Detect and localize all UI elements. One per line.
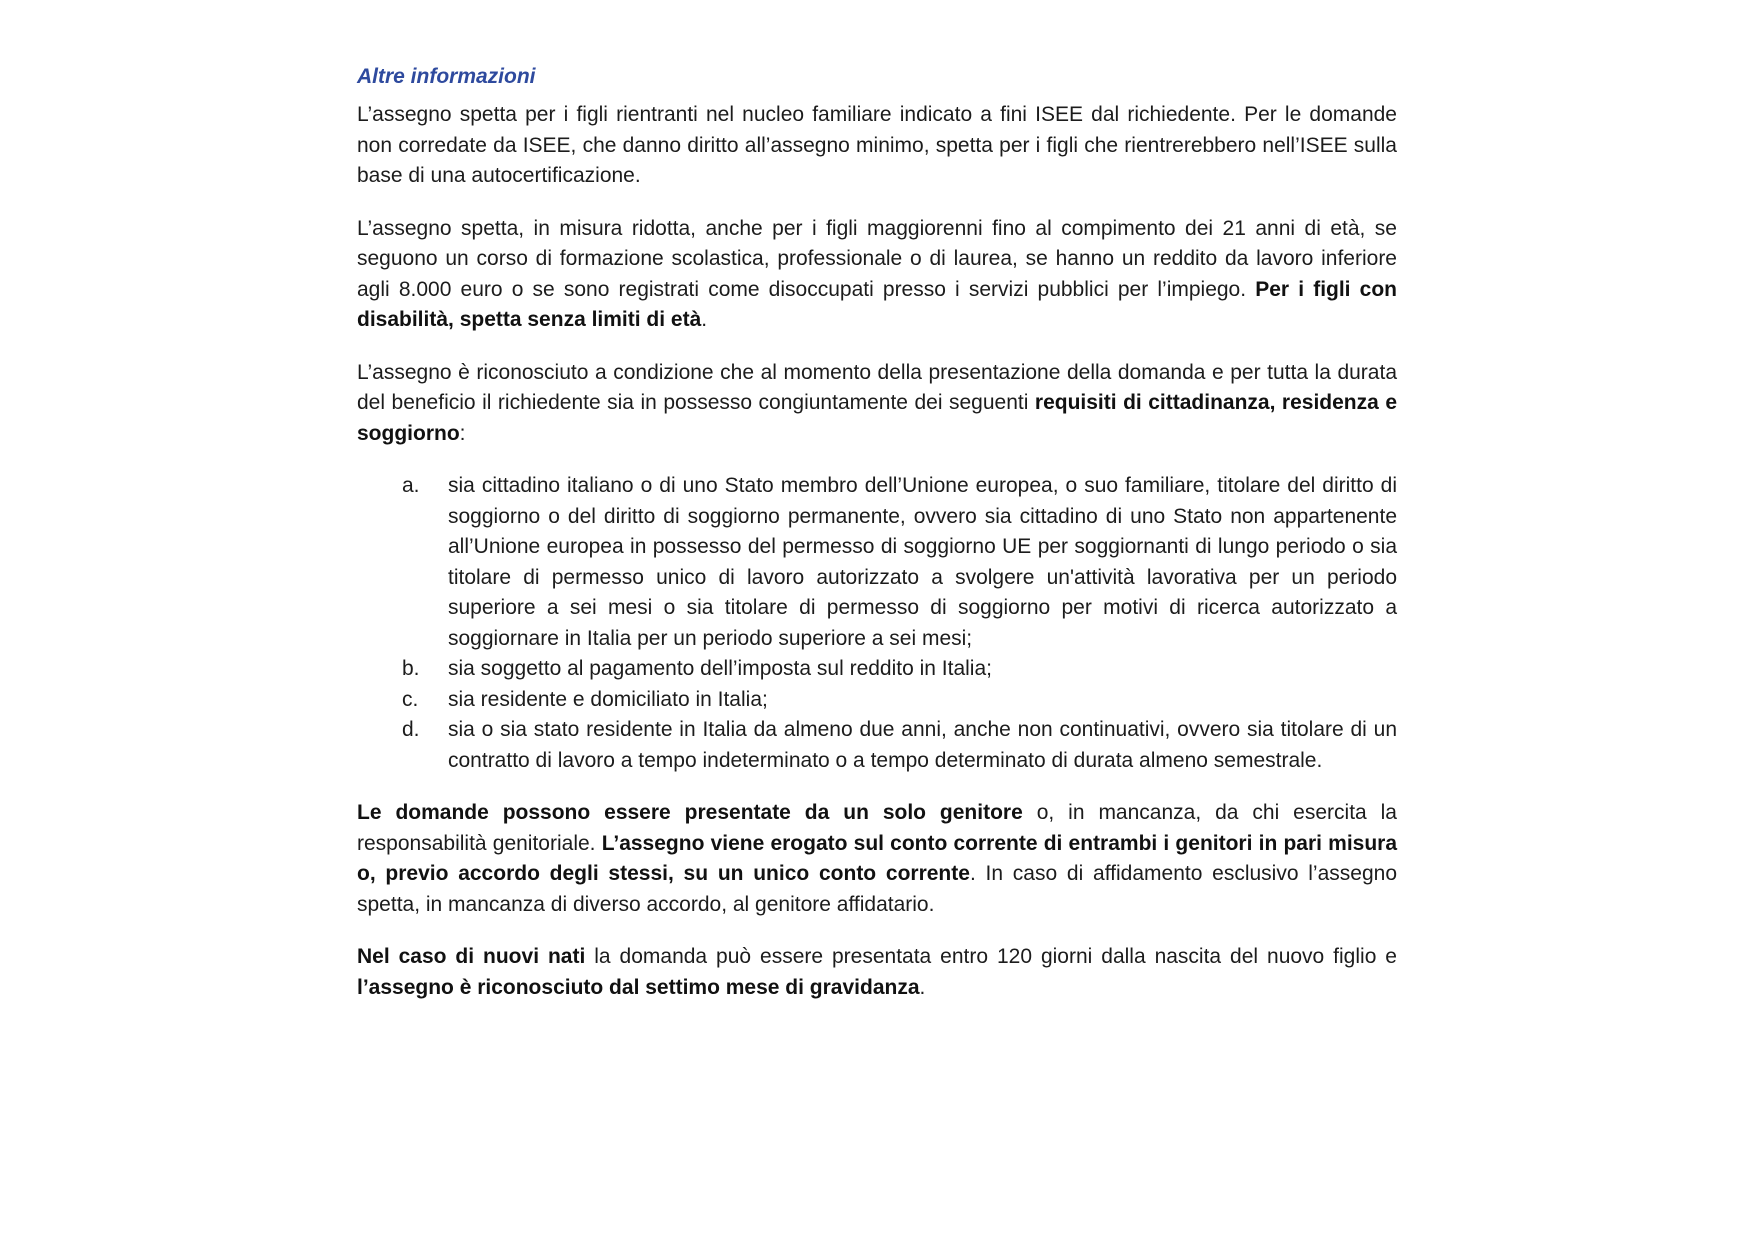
list-marker: a.: [402, 474, 420, 497]
paragraph-adult-children: [357, 214, 1397, 336]
list-item-text: sia soggetto al pagamento dell’imposta sul reddito in Italia;: [448, 657, 992, 680]
list-marker: d.: [402, 718, 420, 741]
paragraph-text: la domanda può essere presentata entro 120 giorni dalla nascita del nuovo figlio e: [585, 945, 1397, 968]
paragraph-requirements-intro: [357, 358, 1397, 450]
paragraph-applicant-parent: [357, 798, 1397, 920]
section-heading: Altre informazioni: [357, 65, 536, 88]
document-page: [357, 62, 1397, 1025]
list-item-text: sia o sia stato residente in Italia da almeno due anni, anche non continuativi, ovvero sia titolare di un contratto di lavoro a tempo indeterminato o a tempo determinato di durata almeno semestrale.: [448, 718, 1397, 772]
paragraph-newborns: [357, 942, 1397, 1003]
paragraph-bold: Le domande possono essere presentate da un solo genitore: [357, 801, 1023, 824]
paragraph-bold: Per i figli con disabilità, spetta senza limiti di età: [357, 277, 1397, 331]
list-item: [357, 471, 1397, 654]
paragraph-end: .: [701, 308, 708, 331]
paragraph-bold: L’assegno viene erogato sul conto corrente di entrambi i genitori in pari misura o, previo accordo degli stessi, su un unico conto corrente: [357, 831, 1398, 885]
list-item: [357, 715, 1397, 776]
list-item: [357, 685, 1397, 716]
list-item-text: sia cittadino italiano o di uno Stato membro dell’Unione europea, o suo familiare, titolare del diritto di soggiorno o del diritto di soggiorno permanente, ovvero sia cittadino di uno Stato non appartenente all’Unione europea in possesso del permesso di soggiorno UE per soggiornanti di lungo periodo o sia titolare di permesso unico di lavoro autorizzato a svolgere un'attività lavorativa per un periodo superiore a sei mesi o sia titolare di permesso di soggiorno per motivi di ricerca autorizzato a soggiornare in Italia per un periodo superiore a sei mesi;: [448, 474, 1397, 650]
paragraph-bold: Nel caso di nuovi nati: [357, 945, 586, 968]
requirements-list: [357, 471, 1397, 776]
list-item: [357, 654, 1397, 685]
paragraph-text: L’assegno spetta, in misura ridotta, anche per i figli maggiorenni fino al compimento dei 21 anni di età, se seguono un corso di formazione scolastica, professionale o di laurea, se hanno un reddito da lavoro inferiore agli 8.000 euro o se sono registrati come disoccupati presso i servizi pubblici per l’impiego.: [357, 216, 1397, 301]
paragraph-bold: l’assegno è riconosciuto dal settimo mese di gravidanza: [357, 975, 920, 999]
paragraph-text: . In caso di affidamento esclusivo l’assegno spetta, in mancanza di diverso accordo, al genitore affidatario.: [357, 862, 1397, 916]
list-item-text: sia residente e domiciliato in Italia;: [448, 687, 768, 711]
paragraph-text: o, in mancanza, da chi esercita la responsabilità genitoriale.: [357, 801, 1397, 855]
paragraph-text: L’assegno è riconosciuto a condizione che al momento della presentazione della domanda e per tutta la durata del beneficio il richiedente sia in possesso congiuntamente dei seguenti: [357, 360, 1397, 414]
paragraph-bold: requisiti di cittadinanza, residenza e soggiorno: [357, 391, 1397, 445]
list-marker: b.: [402, 657, 420, 680]
paragraph-end: .: [919, 975, 926, 999]
list-marker: c.: [402, 687, 419, 711]
paragraph-eligibility-isee: L’assegno spetta per i figli rientranti nel nucleo familiare indicato a fini ISEE dal richiedente. Per le domande non corredate da ISEE, che danno diritto all’assegno minimo, spetta per i figli che rientrerebbero nell’ISEE sulla base di una autocertificazione.: [357, 103, 1397, 187]
paragraph-end: :: [459, 421, 466, 445]
